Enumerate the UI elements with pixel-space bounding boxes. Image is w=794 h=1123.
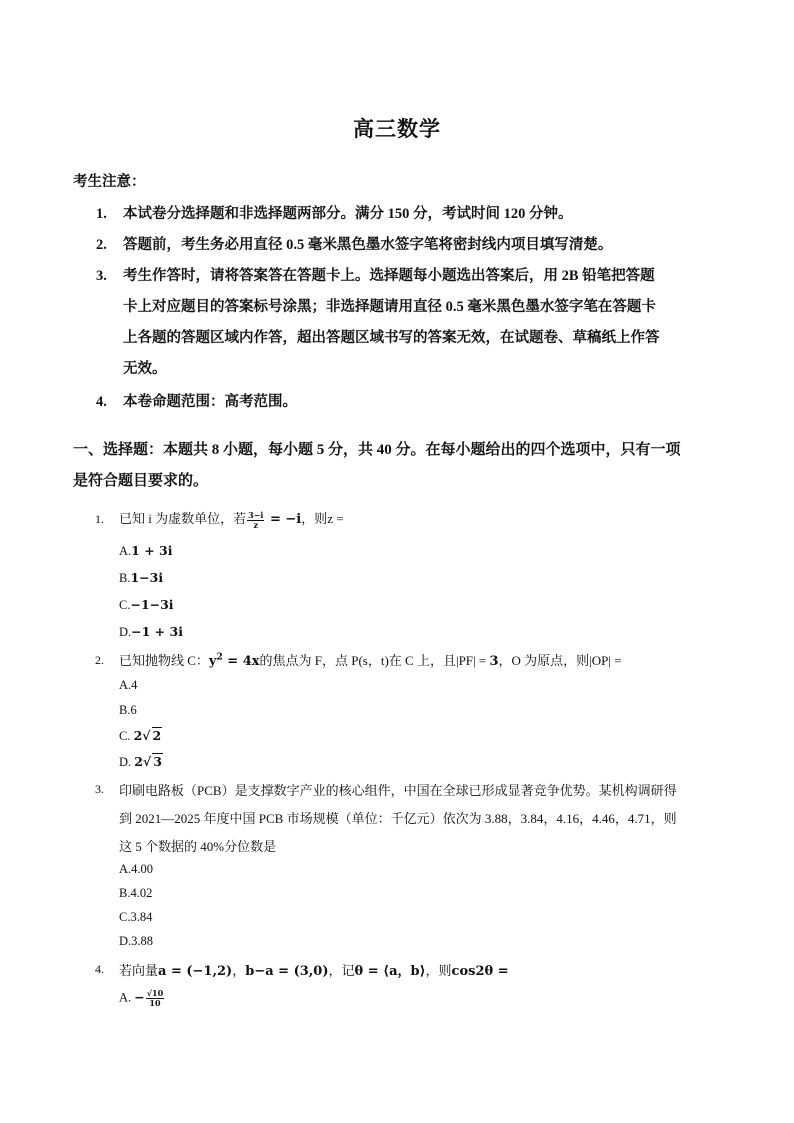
- option-c: [119, 597, 174, 613]
- notice-number: 3.: [96, 268, 107, 284]
- option-label: C.: [119, 729, 134, 743]
- option-c: [119, 910, 152, 925]
- fraction-numerator: √10: [146, 988, 164, 998]
- question-text: ，记: [328, 963, 355, 978]
- option-label: A.: [119, 544, 132, 558]
- option-value: 1−3i: [130, 570, 164, 585]
- notice-text: 无效。: [123, 361, 167, 377]
- option-b: [119, 703, 137, 718]
- option-radicand: 2: [152, 728, 162, 743]
- fraction: [146, 989, 164, 1008]
- option-label: A.: [119, 862, 132, 876]
- option-value: 4.02: [130, 886, 153, 900]
- question-4-stem: [119, 960, 509, 979]
- option-a: [119, 678, 137, 693]
- question-text: ，则: [425, 963, 452, 978]
- option-a: [119, 862, 153, 877]
- notice-text: 本卷命题范围：高考范围。: [123, 394, 297, 410]
- math-expr: a = (−1,2): [158, 964, 233, 979]
- question-text: 已知抛物线 C：: [119, 653, 209, 668]
- notice-number: 2.: [96, 237, 107, 253]
- question-text: ，则z =: [301, 511, 344, 526]
- math-superscript: 2: [216, 652, 223, 663]
- notice-number: 4.: [96, 394, 107, 410]
- math-expr: b−a = (3,0): [245, 964, 329, 979]
- option-d: [119, 753, 163, 770]
- option-label: B.: [119, 703, 131, 717]
- question-number: 1.: [95, 512, 104, 526]
- notice-heading: 考生注意：: [73, 174, 146, 190]
- option-coefficient: 2: [133, 728, 143, 743]
- page-title: 高三数学: [353, 117, 441, 141]
- question-text: 已知 i 为虚数单位，若: [119, 511, 247, 526]
- option-value: 4.00: [131, 862, 154, 876]
- question-number: 3.: [95, 782, 104, 796]
- option-value: −1 + 3i: [131, 624, 183, 639]
- option-coefficient: 2: [134, 754, 143, 769]
- option-b: [119, 886, 152, 901]
- option-label: B.: [119, 886, 131, 900]
- math-expr: y: [208, 654, 217, 669]
- math-expr: cos2θ =: [451, 964, 509, 979]
- option-c: [119, 727, 162, 744]
- question-2-stem: [119, 650, 622, 669]
- option-value: 3.88: [131, 934, 154, 948]
- notice-number: 1.: [96, 206, 107, 222]
- math-sign: −: [134, 989, 145, 1005]
- notice-text: 本试卷分选择题和非选择题两部分。满分 150 分，考试时间 120 分钟。: [123, 206, 573, 222]
- option-value: 6: [130, 703, 137, 717]
- question-number: 4.: [95, 962, 104, 976]
- option-d: [119, 934, 153, 949]
- fraction: [247, 511, 264, 530]
- math-expr: = −i: [265, 512, 302, 527]
- option-a: [119, 543, 172, 559]
- math-expr: θ = ⟨a，b⟩: [354, 964, 426, 979]
- math-expr: = 4x: [222, 654, 260, 669]
- question-1-stem: [119, 508, 344, 530]
- option-value: 4: [131, 678, 138, 692]
- option-d: [119, 624, 183, 640]
- question-text: 若向量: [119, 963, 159, 978]
- fraction-denominator: z: [253, 519, 259, 530]
- math-expr: 3: [489, 654, 499, 669]
- notice-text: 上各题的答题区域内作答，超出答题区域书写的答案无效，在试题卷、草稿纸上作答: [123, 330, 660, 346]
- option-a: [119, 989, 165, 1008]
- option-b: [119, 570, 163, 586]
- option-radicand: 3: [153, 754, 162, 769]
- section-heading-cont: 是符合题目要求的。: [73, 473, 209, 489]
- option-value: −1−3i: [130, 597, 174, 612]
- option-value: 1 + 3i: [131, 543, 173, 558]
- notice-text: 答题前，考生务必用直径 0.5 毫米黑色墨水签字笔将密封线内项目填写清楚。: [123, 237, 613, 253]
- option-label: C.: [119, 910, 131, 924]
- question-text: 的焦点为 F，点 P(s，t)在 C 上，且|PF| =: [259, 653, 490, 668]
- fraction-numerator: 3−i: [248, 509, 264, 520]
- sqrt-sign: √: [142, 728, 151, 743]
- sqrt-sign: √: [142, 754, 152, 769]
- question-text: 印刷电路板（PCB）是支撑数字产业的核心组件，中国在全球已形成显著竞争优势。某机构调研得: [119, 783, 677, 798]
- question-text: ，: [232, 963, 246, 978]
- notice-text: 考生作答时，请将答案答在答题卡上。选择题每小题选出答案后，用 2B 铅笔把答题: [123, 268, 655, 284]
- option-label: D.: [119, 625, 132, 639]
- section-heading: 一、选择题：本题共 8 小题，每小题 5 分，共 40 分。在每小题给出的四个选项中，只有一项: [73, 442, 681, 458]
- question-text: 这 5 个数据的 40%分位数是: [119, 839, 277, 854]
- option-label: D.: [119, 755, 135, 769]
- option-label: D.: [119, 934, 132, 948]
- option-label: A.: [119, 990, 135, 1005]
- option-label: B.: [119, 571, 131, 585]
- option-value: 3.84: [130, 910, 153, 924]
- option-label: C.: [119, 598, 131, 612]
- fraction-denominator: 10: [149, 998, 161, 1008]
- question-text: 到 2021—2025 年度中国 PCB 市场规模（单位：千亿元）依次为 3.88，3.84，4.16，4.46，4.71，则: [119, 811, 677, 826]
- notice-text: 卡上对应题目的答案标号涂黑；非选择题请用直径 0.5 毫米黑色墨水签字笔在答题卡: [123, 299, 656, 315]
- question-number: 2.: [95, 653, 104, 667]
- question-text: ，O 为原点，则|OP| =: [498, 653, 622, 668]
- option-label: A.: [119, 678, 132, 692]
